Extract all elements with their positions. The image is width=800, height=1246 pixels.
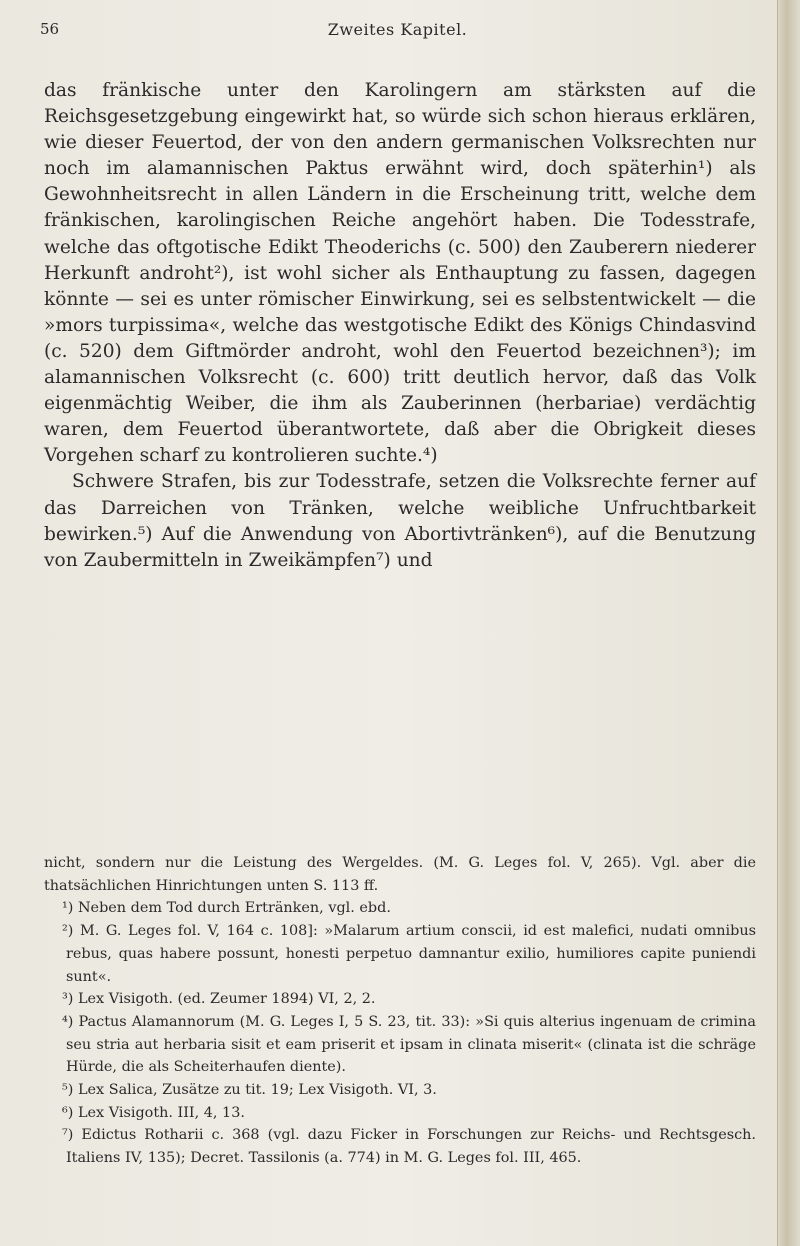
main-text: [44, 78, 756, 574]
page-number: 56: [40, 20, 60, 38]
running-head: Zweites Kapitel.: [327, 20, 468, 39]
footnote-4: ⁴) Pactus Alamannorum (M. G. Leges I, 5 S. 23, tit. 33): »Si quis alterius ingenuam de crimina seu stria aut herbaria sisit et eam priserit et ipsam in clinata miserit« (clinata ist die schräge Hürde, die als Scheiterhaufen diente).: [62, 1013, 756, 1076]
page-header: [40, 20, 755, 50]
footnote-2: ²) M. G. Leges fol. V, 164 c. 108]: »Malarum artium conscii, id est malefici, nudati omnibus rebus, quas habere possunt, honesti perpetuo damnantur exilio, humiliores capite puniendi sunt«.: [62, 923, 756, 985]
footnote-1: ¹) Neben dem Tod durch Ertränken, vgl. ebd.: [62, 900, 391, 917]
footnote-3: ³) Lex Visigoth. (ed. Zeumer 1894) VI, 2, 2.: [62, 991, 376, 1008]
footnotes: [44, 852, 756, 1170]
footnote-6: ⁶) Lex Visigoth. III, 4, 13.: [62, 1104, 245, 1121]
footnote-continuation: nicht, sondern nur die Leistung des Wergeldes. (M. G. Leges fol. V, 265). Vgl. aber die thatsächlichen Hinrichtungen unten S. 113 ff.: [44, 855, 756, 894]
paragraph-2: Schwere Strafen, bis zur Todesstrafe, setzen die Volksrechte ferner auf das Darreichen von Tränken, welche weibliche Unfruchtbarkeit bewirken.⁵) Auf die Anwendung von Abortivtränken⁶), auf die Benutzung von Zaubermitteln in Zweikämpfen⁷) und: [44, 471, 756, 571]
footnote-7: ⁷) Edictus Rotharii c. 368 (vgl. dazu Ficker in Forschungen zur Reichs- und Rechtsgesch. Italiens IV, 135); Decret. Tassilonis (a. 774) in M. G. Leges fol. III, 465.: [62, 1127, 756, 1167]
paragraph-1: das fränkische unter den Karolingern am stärksten auf die Reichsgesetzgebung eingewirkt hat, so würde sich schon hieraus erklären, wie dieser Feuertod, der von den andern germanischen Volksrechten nur noch im alamannischen Paktus erwähnt wird, doch späterhin¹) als Gewohnheitsrecht in allen Ländern in die Erscheinung tritt, welche dem fränkischen, karolingischen Reiche angehört haben. Die Todesstrafe, welche das oftgotische Edikt Theoderichs (c. 500) den Zauberern niederer Herkunft androht²), ist wohl sicher als Enthauptung zu fassen, dagegen könnte — sei es unter römischer Einwirkung, sei es selbstentwickelt — die »mors turpissima«, welche das westgotische Edikt des Königs Chindasvind (c. 520) dem Giftmörder androht, wohl den Feuertod bezeichnen³); im alamannischen Volksrecht (c. 600) tritt deutlich hervor, daß das Volk eigenmächtig Weiber, die ihm als Zauberinnen (herbariae) verdächtig waren, dem Feuertod überantwortete, daß aber die Obrigkeit dieses Vorgehen scharf zu kontrolieren suchte.⁴): [44, 80, 756, 467]
page-edge: [777, 0, 800, 1246]
footnote-5: ⁵) Lex Salica, Zusätze zu tit. 19; Lex Visigoth. VI, 3.: [62, 1082, 437, 1099]
